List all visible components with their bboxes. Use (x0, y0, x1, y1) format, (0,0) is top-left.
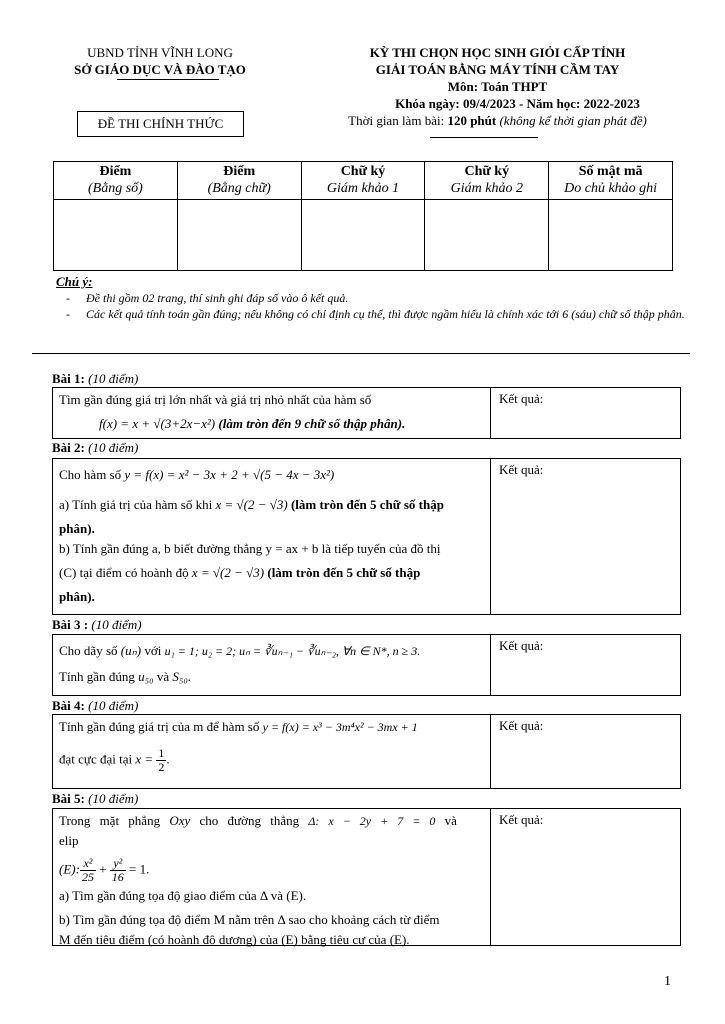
header-left-underline (117, 79, 219, 80)
problem-3-recurrence: u₁ = 1; u₂ = 2; uₙ = ∛uₙ₋₁ − ∛uₙ₋₂, ∀n ∈ N*, n ≥ 3. (164, 644, 421, 658)
problem-5-b-text: b) Tìm gần đúng tọa độ điểm M nằm trên Δ sao cho khoảng cách từ điểm (59, 912, 440, 927)
score-header: Chữ ký Giám khảo 2 (425, 162, 549, 200)
problem-2-result-label: Kết quả: (499, 462, 544, 477)
problem-5-result-label: Kết quả: (499, 812, 544, 827)
problem-3-box (52, 634, 681, 696)
problem-4-fraction: $\frac{1}{2}$ (158, 746, 165, 774)
note-item: - Đề thi gồm 02 trang, thí sinh ghi đáp số vào ô kết quả. (66, 291, 349, 305)
problem-4-box (52, 714, 681, 789)
problem-2-x-value: x = √(2 − √3) (215, 497, 288, 512)
problem-5-question: Trong mặt phẳng Oxy cho đường thẳng Δ: x − 2y + 7 = 0 và elip (E): $\frac{\text{x²}}{25}$ + $\frac{\text{y²}}{16}$ = 1. a) Tìm gần đúng tọa độ giao điểm của Δ và (E). b) Tìm gần đúng tọa độ điểm M nằm trên Δ sao cho khoảng cách từ điểm M đến tiêu điểm (có hoành độ dương) của (E) bằng tiêu cự của (E). (53, 809, 491, 945)
problem-2-formula: y = f(x) = x² − 3x + 2 + √(5 − 4x − 3x²) (124, 467, 335, 482)
problem-1-formula: f(x) = x + √(3+2x−x²) (99, 416, 216, 431)
score-header: Chữ ký Giám khảo 1 (301, 162, 425, 200)
problem-2-box (52, 458, 681, 615)
problem-5-fraction-y: $\frac{\text{y²}}{16}$ (111, 856, 124, 884)
problem-3-title: Bài 3 : (10 điểm) (52, 617, 142, 632)
score-header: Điểm (Bằng số) (54, 162, 178, 200)
problem-4-question: Tính gần đúng giá trị của m để hàm số y = f(x) = x³ − 3m⁴x² − 3mx + 1 đạt cực đại tại x = $\frac{1}{2}$ . (53, 715, 491, 788)
page-number: 1 (664, 974, 671, 989)
time-note: (không kể thời gian phát đề) (496, 113, 647, 128)
header-right (300, 44, 695, 129)
score-table (53, 161, 673, 271)
note-title: Chú ý: (56, 274, 93, 289)
section-divider (32, 353, 690, 354)
score-header: Số mật mã Do chủ khảo ghi (549, 162, 673, 200)
exam-subject: Môn: Toán THPT (447, 79, 548, 94)
note-item: - Các kết quả tính toán gần đúng; nếu không có chỉ định cụ thể, thì được ngầm hiểu là chính xác tới 6 (sáu) chữ số thập phân. (66, 307, 685, 321)
problem-4-result-label: Kết quả: (499, 718, 544, 733)
time-value: 120 phút (447, 113, 497, 128)
score-words-cell[interactable] (177, 200, 301, 271)
problem-1-rounding: (làm tròn đến 9 chữ số thập phân). (218, 416, 406, 431)
problem-5-fraction-x: $\frac{\text{x²}}{25}$ (81, 856, 94, 884)
examiner2-signature-cell[interactable] (425, 200, 549, 271)
problem-5-a-text: a) Tìm gần đúng tọa độ giao điểm của Δ và (E). (59, 888, 307, 903)
secret-code-cell[interactable] (549, 200, 673, 271)
problem-2-b-text: b) Tính gần đúng a, b biết đường thẳng y = ax + b là tiếp tuyến của đồ thị (59, 541, 441, 556)
problem-2-title: Bài 2: (10 điểm) (52, 440, 139, 455)
problem-3-question: Cho dãy số (uₙ) với u₁ = 1; u₂ = 2; uₙ = ∛uₙ₋₁ − ∛uₙ₋₂, ∀n ∈ N*, n ≥ 3. Tính gần đúng u₅₀ và S₅₀. (53, 635, 491, 695)
authority-name: UBND TỈNH VĨNH LONG (87, 45, 233, 60)
official-exam-label: ĐỀ THI CHÍNH THỨC (77, 111, 244, 137)
exam-subtitle: GIẢI TOÁN BẰNG MÁY TÍNH CẦM TAY (375, 62, 620, 77)
problem-1-question (53, 388, 491, 438)
problem-3-result-label: Kết quả: (499, 638, 544, 653)
exam-title: KỲ THI CHỌN HỌC SINH GIỎI CẤP TỈNH (369, 45, 626, 60)
note-section (56, 274, 686, 322)
problem-5-line: Δ: x − 2y + 7 = 0 (308, 814, 436, 828)
problem-1-box (52, 387, 681, 439)
problem-5-box (52, 808, 681, 946)
problem-1-text: Tìm gần đúng giá trị lớn nhất và giá trị nhỏ nhất của hàm số (59, 392, 372, 407)
score-number-cell[interactable] (54, 200, 178, 271)
examiner1-signature-cell[interactable] (301, 200, 425, 271)
problem-1-result-label: Kết quả: (499, 391, 544, 406)
problem-5-title: Bài 5: (10 điểm) (52, 791, 139, 806)
header-left (40, 44, 280, 78)
problem-5-b-text-2: M đến tiêu điểm (có hoành độ dương) của (E) bằng tiêu cự của (E). (59, 932, 410, 947)
problem-4-formula: y = f(x) = x³ − 3m⁴x² − 3mx + 1 (262, 720, 418, 734)
problem-4-title: Bài 4: (10 điểm) (52, 698, 139, 713)
problem-2-question: Cho hàm số y = f(x) = x² − 3x + 2 + √(5 − 4x − 3x²) a) Tính giá trị của hàm số khi x = √(2 − √3) (làm tròn đến 5 chữ số thập phân). b) Tính gần đúng a, b biết đường thẳng y = ax + b là tiếp tuyến của đồ thị (C) tại điểm có hoành độ x = √(2 − √3) (làm tròn đến 5 chữ số thập phân). (53, 459, 491, 614)
exam-time (300, 112, 695, 129)
department-name: SỞ GIÁO DỤC VÀ ĐÀO TẠO (74, 62, 246, 77)
problem-1-title: Bài 1: (10 điểm) (52, 371, 139, 386)
exam-date: Khóa ngày: 09/4/2023 - Năm học: 2022-2023 (395, 96, 640, 111)
header-right-underline (430, 137, 538, 138)
score-header: Điểm (Bằng chữ) (177, 162, 301, 200)
time-prefix: Thời gian làm bài: (348, 113, 448, 128)
